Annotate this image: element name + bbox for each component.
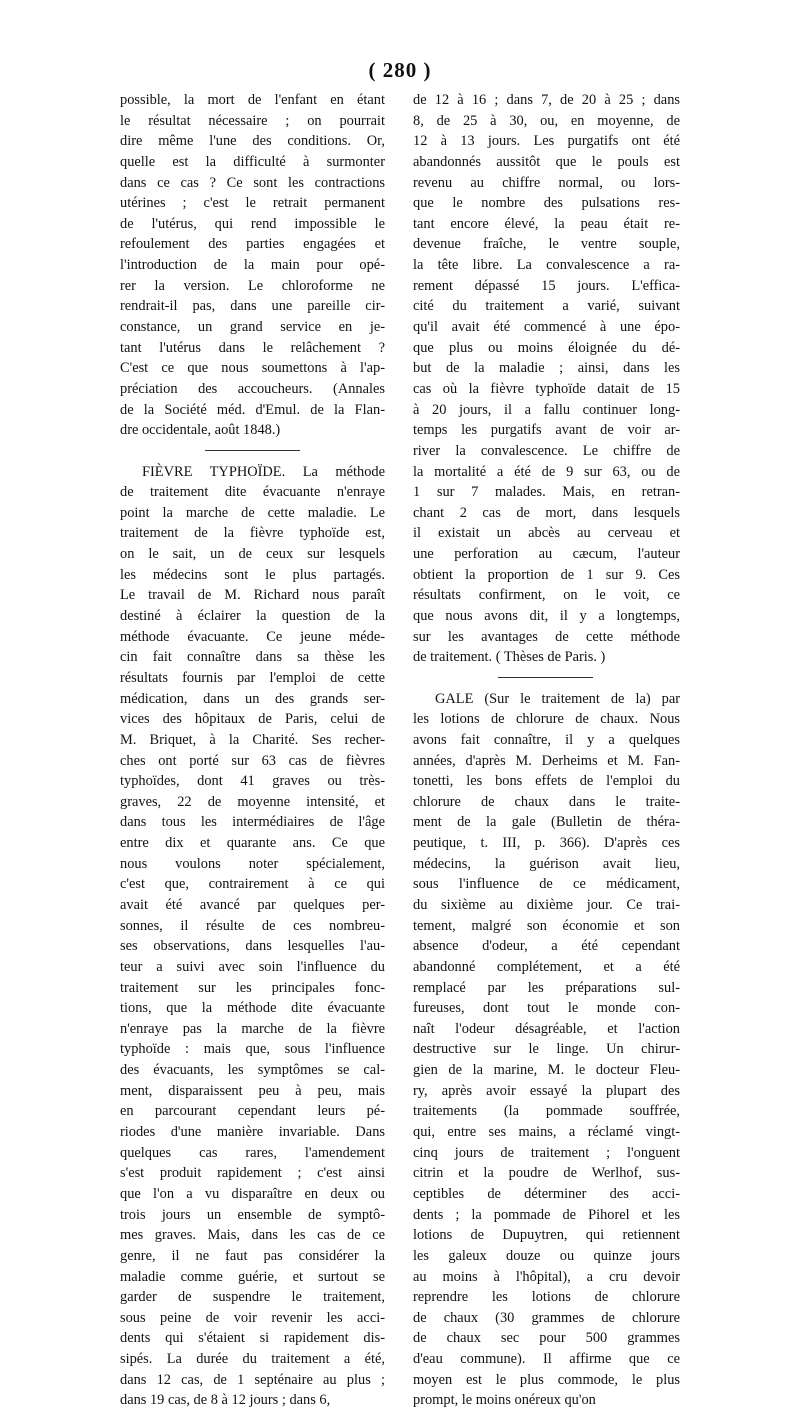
text-line: dre occidentale, août 1848.) (120, 422, 281, 439)
text-line: sonnes, il résulte de ces nombreu- (120, 917, 385, 934)
text-line: les lotions de chlorure de chaux. Nous (413, 711, 680, 728)
text-line: traitement de la fièvre typhoïde est, (120, 525, 385, 542)
text-line: résultats fournis par l'emploi de cette (120, 669, 385, 686)
text-line: GALE (Sur le traitement de la) par (435, 690, 680, 707)
section-separator (413, 668, 680, 689)
text-line: cin fait connaître dans sa thèse les (120, 649, 385, 666)
text-line: absence d'odeur, a été cependant (413, 938, 680, 955)
text-line: chant 2 cas de mort, dans lesquels (413, 504, 680, 521)
text-line: mes graves. Mais, dans les cas de ce (120, 1227, 385, 1244)
text-line: ses observations, dans lesquelles l'au- (120, 938, 385, 955)
text-line: médecins, la guérison avait lieu, (413, 855, 680, 872)
text-line: traitement sur les principales fonc- (120, 979, 385, 996)
page-number: ( 280 ) (368, 58, 432, 82)
text-line: que l'on a vu disparaître en deux ou (120, 1185, 385, 1202)
text-line: dans ce cas ? Ce sont les contractions (120, 174, 385, 191)
text-line: ment de la gale (Bulletin de théra- (413, 814, 680, 831)
text-line: rendrait-il pas, dans une pareille cir- (120, 298, 385, 315)
text-line: utérines ; c'est le retrait permanent (120, 195, 385, 212)
text-line: tant l'utérus dans le relâchement ? (120, 339, 385, 356)
text-line: rer la version. Le chloroforme ne (120, 277, 385, 294)
text-line: citrin et la poudre de Werlhof, sus- (413, 1165, 680, 1182)
text-line: du sixième au dixième jour. Ce trai- (413, 896, 680, 913)
text-line: c'est que, contrairement à ce qui (120, 876, 385, 893)
text-line: remplacé par les préparations sul- (413, 979, 680, 996)
text-line: but de la maladie ; ainsi, dans les (413, 360, 680, 377)
text-line: peutique, t. III, p. 366). D'après ces (413, 835, 680, 852)
text-line: de chaux (30 grammes de chlorure (413, 1309, 680, 1326)
text-line: traitements (la pommade souffrée, (413, 1103, 680, 1120)
text-line: sipés. La durée du traitement a été, (120, 1351, 385, 1368)
text-line: point la marche de cette maladie. Le (120, 504, 385, 521)
text-line: tement, malgré son économie et son (413, 917, 680, 934)
text-line: dans 19 cas, de 8 à 12 jours ; dans 6, (120, 1392, 331, 1409)
text-line: prompt, le moins onéreux qu'on (413, 1392, 596, 1409)
text-line: river la convalescence. Le chiffre de (413, 442, 680, 459)
text-line: dire même l'une des conditions. Or, (120, 133, 385, 150)
text-line: les galeux douze ou quinze jours (413, 1247, 680, 1264)
text-line: cité du traitement a varié, suivant (413, 298, 680, 315)
text-line: constance, un grand service en je- (120, 319, 385, 336)
text-line: dents qui s'étaient si rapidement dis- (120, 1330, 385, 1347)
text-line: sous peine de voir revenir les acci- (120, 1309, 385, 1326)
text-line: dans 12 cas, de 1 septénaire au plus ; (120, 1371, 385, 1388)
text-line: destructive sur le linge. Un chirur- (413, 1041, 680, 1058)
text-line: genre, il ne faut pas considérer la (120, 1247, 385, 1264)
text-line: préciation des accoucheurs. (Annales (120, 380, 385, 397)
text-line: cinq jours de traitement ; l'onguent (413, 1144, 680, 1161)
text-line: en parcourant cependant leurs pé- (120, 1103, 385, 1120)
text-line: années, d'après M. Derheims et M. Fan- (413, 752, 680, 769)
text-line: M. Briquet, à la Charité. Ses recher- (120, 731, 385, 748)
text-line: méthode évacuante. Ce jeune méde- (120, 628, 385, 645)
separator-rule (498, 677, 593, 678)
text-line: 12 à 13 jours. Les purgatifs ont été (413, 133, 680, 150)
text-line: s'est produit rapidement ; c'est ainsi (120, 1165, 385, 1182)
text-line: que le nombre des pulsations res- (413, 195, 680, 212)
text-line: qui, entre ses mains, a réclamé vingt- (413, 1124, 680, 1141)
text-line: la tête libre. La convalescence a ra- (413, 257, 680, 274)
text-line: résultats confirment, on le voit, ce (413, 587, 680, 604)
text-line: le résultat nécessaire ; on pourrait (120, 112, 385, 129)
text-line: la mortalité a été de 9 sur 63, ou de (413, 463, 680, 480)
text-line: médication, dans un des grands ser- (120, 690, 385, 707)
text-line: de traitement dite évacuante n'enraye (120, 484, 385, 501)
text-line: sous l'influence de ce médicament, (413, 876, 680, 893)
text-line: reprendre les lotions de chlorure (413, 1289, 680, 1306)
text-line: garder de suspendre le traitement, (120, 1289, 385, 1306)
text-line: au moins à l'hôpital), a cru devoir (413, 1268, 680, 1285)
text-line: qu'il avait été commencé à une épo- (413, 319, 680, 336)
text-line: avait été avancé par quelques per- (120, 896, 385, 913)
text-line: trois jours un ensemble de symptô- (120, 1206, 385, 1223)
text-line: de chaux sec pour 500 grammes (413, 1330, 680, 1347)
text-line: refoulement des parties engagées et (120, 236, 385, 253)
text-line: ry, après avoir essayé la plupart des (413, 1082, 680, 1099)
text-line: chlorure de chaux dans le traite- (413, 793, 680, 810)
text-line: Le travail de M. Richard nous paraît (120, 587, 385, 604)
text-line: temps les purgatifs avant de voir ar- (413, 422, 680, 439)
text-line: obtient la proportion de 1 sur 9. Ces (413, 566, 680, 583)
text-line: quelques cas rares, l'amendement (120, 1144, 385, 1161)
text-line: que plus ou moins éloignée du dé- (413, 339, 680, 356)
text-line: fureuses, dont tout le monde con- (413, 1000, 680, 1017)
text-line: entre dix et quarante ans. Ce que (120, 835, 385, 852)
text-line: lotions de Dupuytren, qui retiennent (413, 1227, 680, 1244)
text-line: C'est ce que nous soumettons à l'ap- (120, 360, 385, 377)
text-line: de l'utérus, qui rend impossible le (120, 215, 385, 232)
text-line: quelle est la difficulté à surmonter (120, 153, 385, 170)
right-column (413, 90, 680, 1409)
left-column (120, 90, 385, 1409)
text-line: avons fait connaître, il y a quelques (413, 731, 680, 748)
text-line: des évacuants, les symptômes se cal- (120, 1062, 385, 1079)
text-line: il existait un abcès au cerveau et (413, 525, 680, 542)
text-line: cas où la fièvre typhoïde datait de 15 (413, 380, 680, 397)
text-line: FIÈVRE TYPHOÏDE. La méthode (142, 463, 385, 480)
text-line: abandonnés aussitôt que le pouls est (413, 153, 680, 170)
text-line: maladie comme guérie, et surtout se (120, 1268, 385, 1285)
text-line: une perforation au cæcum, l'auteur (413, 546, 680, 563)
text-line: destiné à éclairer la question de la (120, 608, 385, 625)
text-line: de 12 à 16 ; dans 7, de 20 à 25 ; dans (413, 92, 680, 108)
text-line: vices des hôpitaux de Paris, celui de (120, 711, 385, 728)
text-line: abandonné complétement, et a été (413, 958, 680, 975)
text-line: devenue fraîche, le ventre souple, (413, 236, 680, 253)
text-line: 1 sur 7 malades. Mais, en retran- (413, 484, 680, 501)
text-line: dents ; la pommade de Pihorel et les (413, 1206, 680, 1223)
text-line: riodes d'une manière invariable. Dans (120, 1124, 385, 1141)
text-line: l'introduction de la main pour opé- (120, 257, 385, 274)
section-separator (120, 441, 385, 462)
text-line: tant encore élevé, la peau était re- (413, 215, 680, 232)
text-line: graves, 22 de moyenne intensité, et (120, 793, 385, 810)
text-line: gien de la marine, M. le docteur Fleu- (413, 1062, 680, 1079)
text-line: tonetti, les bons effets de l'emploi du (413, 773, 680, 790)
text-line: tions, que la méthode dite évacuante (120, 1000, 385, 1017)
text-line: moyen est le plus commode, le plus (413, 1371, 680, 1388)
text-line: sur les avantages de cette méthode (413, 628, 680, 645)
text-line: les médecins sont le plus partagés. (120, 566, 385, 583)
text-line: naît l'odeur désagréable, et l'action (413, 1020, 680, 1037)
text-line: ceptibles de déterminer des acci- (413, 1185, 680, 1202)
text-line: de traitement. ( Thèses de Paris. ) (413, 649, 606, 666)
text-line: on le sait, un de ceux sur lesquels (120, 546, 385, 563)
text-line: 8, de 25 à 30, ou, en moyenne, de (413, 112, 680, 129)
text-line: d'eau commune). Il affirme que ce (413, 1351, 680, 1368)
text-line: nous voulons noter spécialement, (120, 855, 385, 872)
separator-rule (205, 450, 300, 451)
text-line: typhoïdes, dont 41 graves ou très- (120, 773, 385, 790)
text-line: teur a suivi avec soin l'influence du (120, 958, 385, 975)
text-line: typhoïde : mais que, sous l'influence (120, 1041, 385, 1058)
text-line: ment, disparaissent peu à peu, mais (120, 1082, 385, 1099)
text-line: rement dépassé 15 jours. L'effica- (413, 277, 680, 294)
text-line: revenu au chiffre normal, ou lors- (413, 174, 680, 191)
text-line: possible, la mort de l'enfant en étant (120, 92, 385, 108)
text-line: n'enraye pas la marche de la fièvre (120, 1020, 385, 1037)
text-line: de la Société méd. d'Emul. de la Flan- (120, 401, 385, 418)
text-line: dans tous les intermédiaires de l'âge (120, 814, 385, 831)
text-line: ches ont porté sur 63 cas de fièvres (120, 752, 385, 769)
text-line: que nous avons dit, il y a longtemps, (413, 608, 680, 625)
text-line: à 20 jours, il a fallu continuer long- (413, 401, 680, 418)
